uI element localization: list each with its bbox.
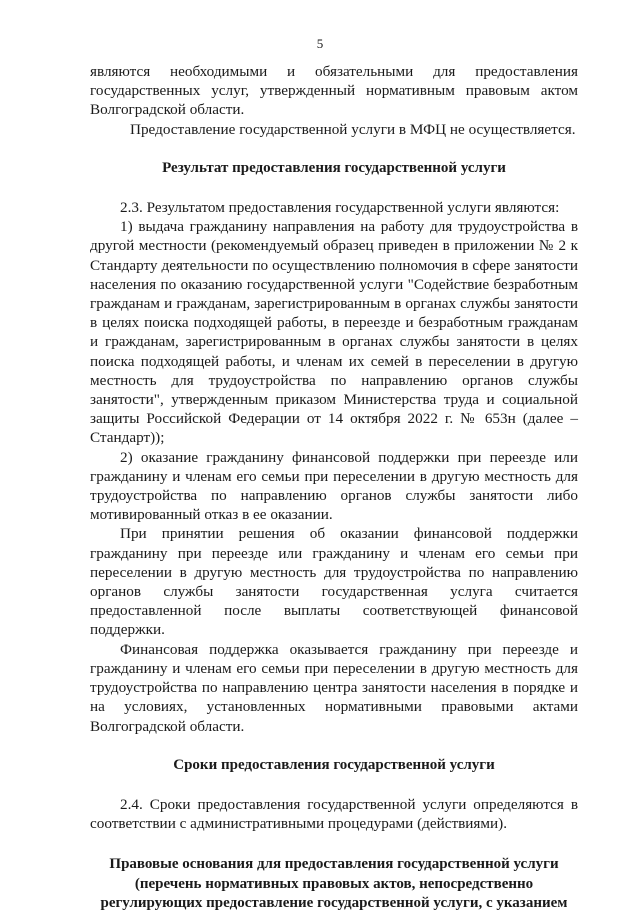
heading-terms: Сроки предоставления государственной услуги	[173, 756, 495, 773]
heading-legal-basis: Правовые основания для предоставления государственной услуги (перечень нормативных правовых актов, непосредственно регулирующих предоставление государственной услуги, с указанием	[100, 856, 568, 911]
paragraph-2-3: 2.3. Результатом предоставления государственной услуги являются:	[120, 199, 560, 217]
paragraph-required-services: являются необходимыми и обязательными для предоставления государственных услуг, утвержденный нормативным правовым актом Волгоградской области.	[90, 63, 578, 119]
heading-result: Результат предоставления государственной услуги	[162, 159, 506, 176]
paragraph-2-4: 2.4. Сроки предоставления государственной услуги определяются в соответствии с административными процедурами (действиями).	[90, 795, 578, 833]
paragraph-item-2: 2) оказание гражданину финансовой поддержки при переезде или гражданину и членам его семьи при переселении в другую местность для трудоустройства по направлению органов службы занятости либо мотивированный отказ в ее оказании.	[90, 448, 578, 524]
page-number: 5	[316, 36, 324, 51]
paragraph-financial-support: Финансовая поддержка оказывается гражданину при переезде и гражданину и членам его семьи при переселении в другую местность для трудоустройства по направлению центра занятости населения в порядке и на условиях, установленных нормативными правовыми актами Волгоградской области.	[90, 640, 578, 735]
paragraph-item-1: 1) выдача гражданину направления на работу для трудоустройства в другой местности (рекомендуемый образец приведен в приложении № 2 к Стандарту деятельности по осуществлению полномочия в сфере занятости населения по оказанию государственной услуги "Содействие безработным гражданам и гражданам, зарегистрированным в органах службы занятости в целях поиска подходящей работы, в переезде и безработным гражданам и гражданам, зарегистрированным в органах службы занятости в целях поиска подходящей работы, и членам их семей в переселении в другую местность для трудоустройства по направлению органов службы занятости", утвержденным приказом Министерства труда и социальной защиты Российской Федерации от 14 октября 2022 г. № 653н (далее – Стандарт));	[90, 218, 578, 447]
paragraph-decision: При принятии решения об оказании финансовой поддержки гражданину при переезде или гражданину и членам его семьи при переселении в другую местность для трудоустройства по направлению органов службы занятости государственная услуга считается предоставленной после выплаты соответствующей финансовой поддержки.	[90, 525, 578, 639]
paragraph-mfc: Предоставление государственной услуги в МФЦ не осуществляется.	[130, 120, 576, 138]
document-body	[90, 62, 578, 913]
